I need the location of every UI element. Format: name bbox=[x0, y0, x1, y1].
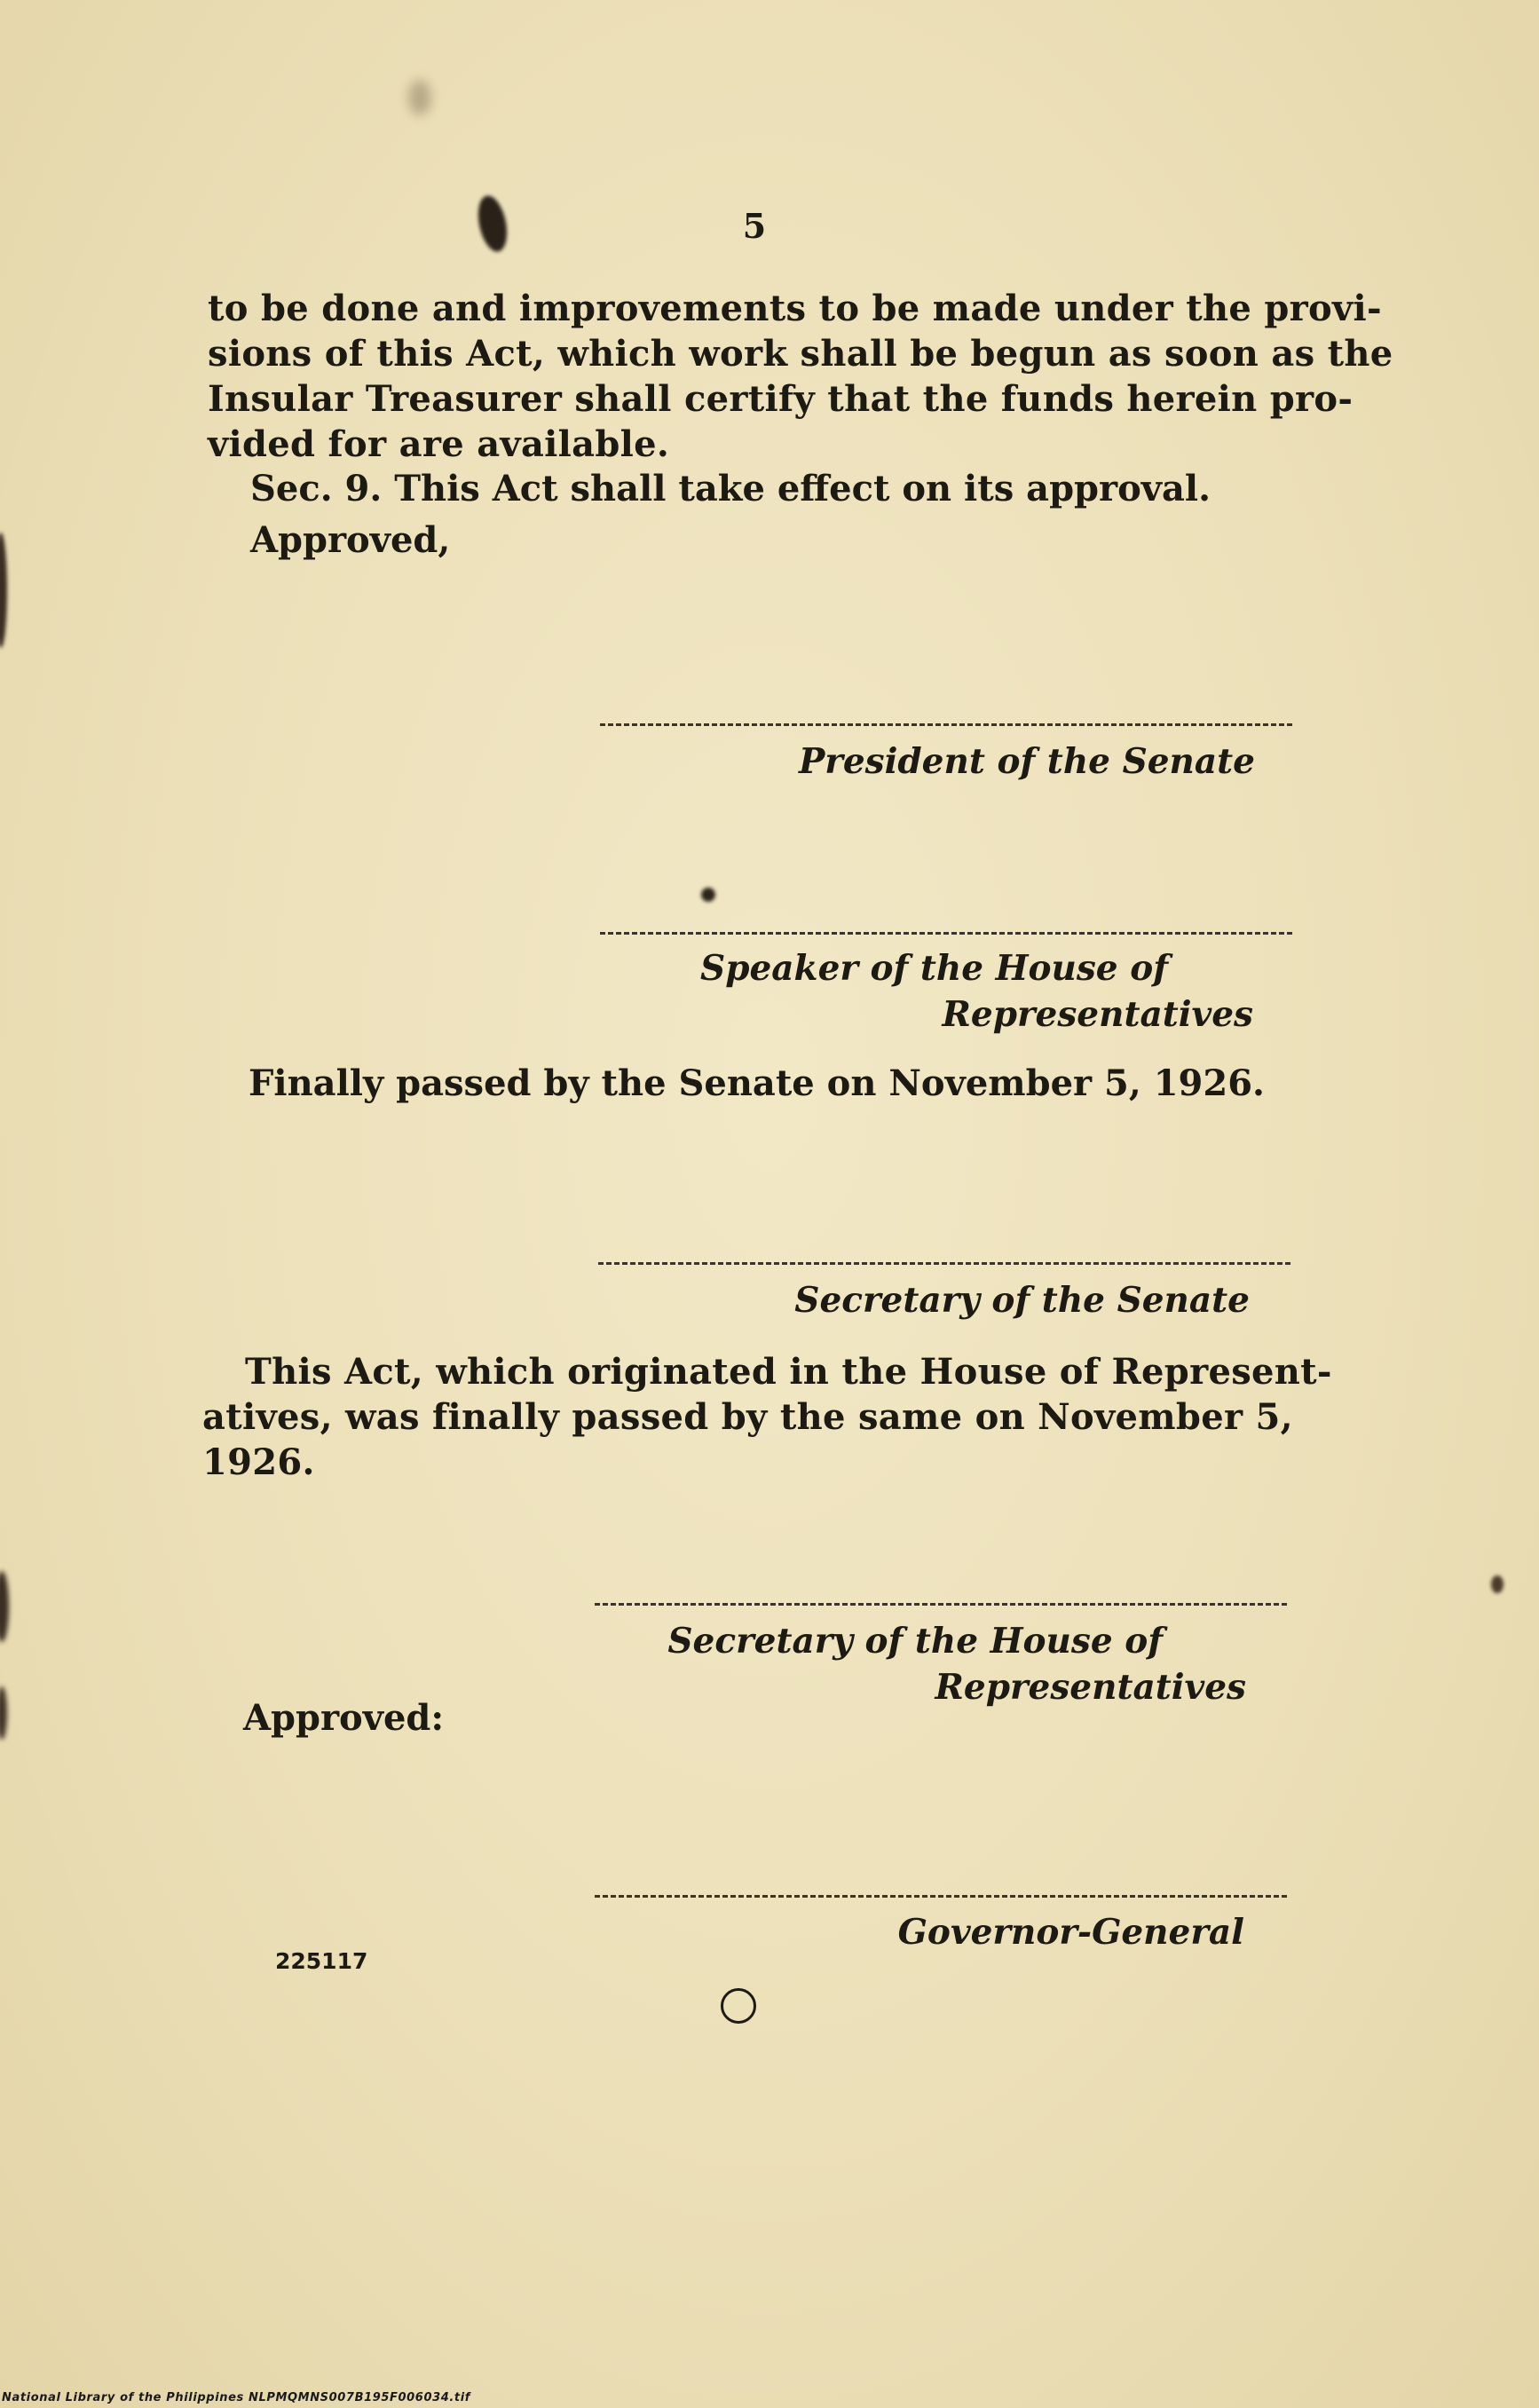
binding-mark-top bbox=[0, 533, 7, 648]
house-passage-paragraph bbox=[202, 1349, 1332, 1485]
senate-secretary-signature-line bbox=[598, 1262, 1290, 1265]
ink-spot bbox=[701, 888, 715, 902]
paragraph-line: atives, was finally passed by the same on November 5, bbox=[202, 1396, 1293, 1438]
edge-spot bbox=[1491, 1575, 1503, 1593]
paragraph-line: 1926. bbox=[202, 1441, 315, 1483]
section-text: This Act shall take effect on its approval. bbox=[394, 468, 1211, 509]
ink-blot bbox=[474, 193, 512, 255]
senate-president-signature-line bbox=[600, 723, 1292, 726]
governor-general-title: Governor-General bbox=[897, 1912, 1244, 1953]
paragraph-line: Insular Treasurer shall certify that the funds herein pro- bbox=[208, 378, 1354, 420]
faded-smudge bbox=[408, 80, 431, 115]
senate-president-title: President of the Senate bbox=[798, 741, 1255, 782]
paragraph-line: This Act, which originated in the House of Represent- bbox=[245, 1351, 1332, 1393]
printer-circle-mark bbox=[721, 1988, 756, 2024]
section-9 bbox=[250, 468, 1211, 509]
approved-heading: Approved, bbox=[250, 519, 451, 561]
house-speaker-title-line1: Speaker of the House of bbox=[700, 948, 1168, 989]
governor-general-signature-line bbox=[595, 1895, 1287, 1898]
house-speaker-title-line2: Representatives bbox=[942, 994, 1253, 1035]
archive-footer-caption: National Library of the Philippines NLPMQMNS007B195F006034.tif bbox=[2, 2391, 471, 2404]
house-secretary-title-line1: Secretary of the House of bbox=[667, 1621, 1163, 1662]
house-secretary-title-line2: Representatives bbox=[935, 1667, 1246, 1708]
senate-secretary-title: Secretary of the Senate bbox=[794, 1280, 1250, 1321]
page-number: 5 bbox=[742, 206, 767, 246]
binding-mark-lower bbox=[0, 1686, 7, 1740]
paragraph-line: sions of this Act, which work shall be begun as soon as the bbox=[208, 333, 1393, 375]
binding-mark-bottom bbox=[0, 1571, 9, 1642]
section-label: Sec. 9. bbox=[250, 468, 383, 509]
document-number: 225117 bbox=[275, 1948, 368, 1974]
senate-passage-statement: Finally passed by the Senate on November 5, 1926. bbox=[249, 1062, 1265, 1104]
continuation-paragraph bbox=[208, 286, 1393, 467]
paragraph-line: to be done and improvements to be made under the provi- bbox=[208, 288, 1382, 329]
approved-governor-heading: Approved: bbox=[243, 1697, 445, 1739]
paragraph-line: vided for are available. bbox=[208, 423, 670, 465]
house-speaker-signature-line bbox=[600, 932, 1292, 935]
house-secretary-signature-line bbox=[595, 1603, 1287, 1606]
